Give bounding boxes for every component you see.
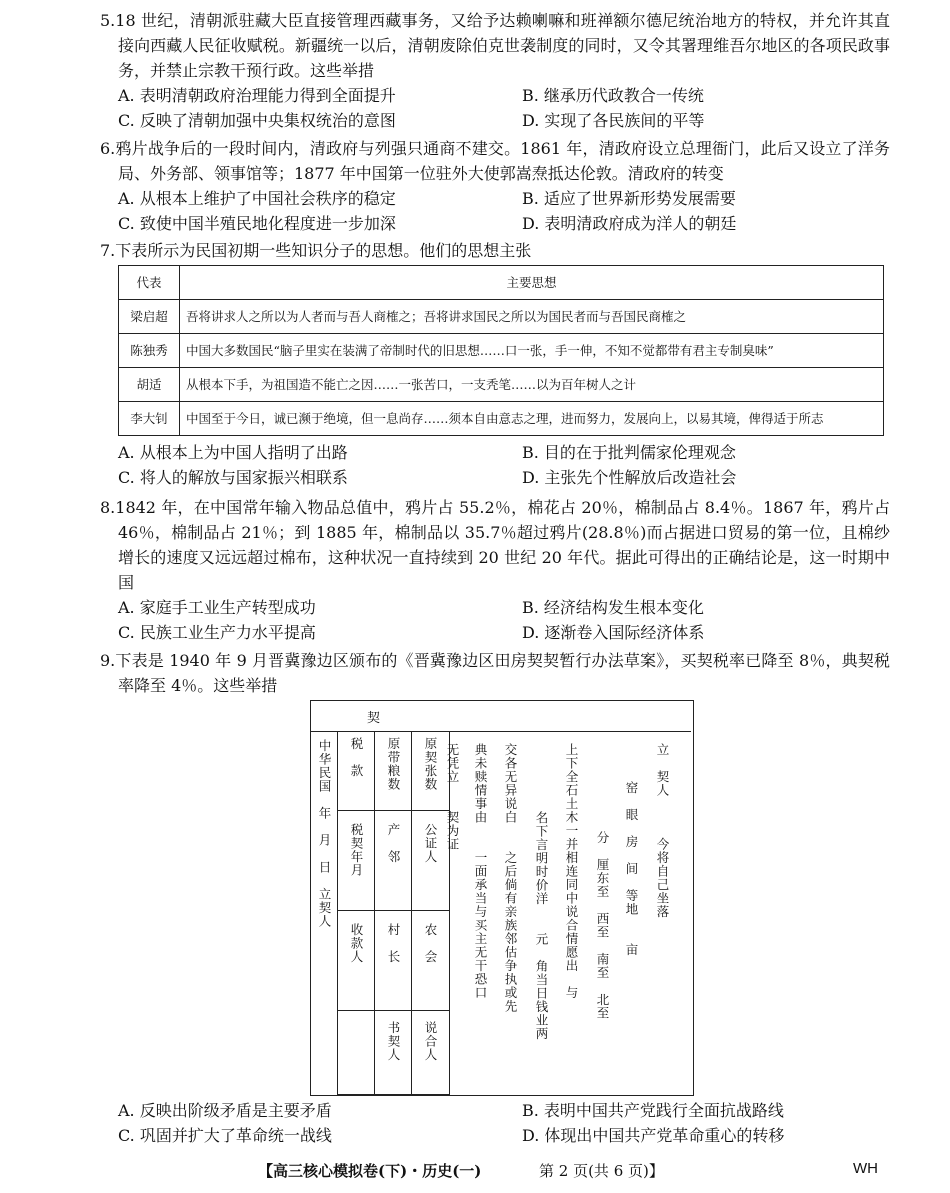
grid-cell-text: 说合人: [423, 1021, 438, 1062]
option-c[interactable]: C. 致使中国半殖民地化程度进一步加深: [118, 214, 396, 233]
page-footer: [0, 1160, 950, 1186]
question-stem: 7.下表所示为民国初期一些知识分子的思想。他们的思想主张: [100, 241, 532, 260]
grid-cell-text: 公证人: [423, 823, 438, 864]
options-row: [118, 108, 890, 133]
deed-header: [311, 701, 691, 732]
deed-text-column: 交各无异说白 之后倘有亲族邻估争执或先: [503, 743, 518, 1013]
exam-title: 【高三核心模拟卷(下)・历史(一): [258, 1162, 482, 1180]
option-b[interactable]: B. 表明中国共产党践行全面抗战路线: [522, 1101, 784, 1120]
options-row: [118, 620, 890, 645]
land-deed-form: [310, 700, 694, 1096]
grid-cell-text: 收款人: [349, 923, 364, 964]
question-8: [100, 495, 890, 645]
deed-text-column: 上下全石土木一并相连同中说合情愿出 与: [564, 743, 579, 1000]
deed-title: 契: [367, 711, 381, 726]
question-7: [100, 238, 890, 490]
table-row: [119, 402, 884, 436]
options-row: [118, 83, 890, 108]
thinker-idea: 中国大多数国民“脑子里实在装满了帝制时代的旧思想……口一张，手一伸，不知不觉都带有君主专制臭味”: [180, 334, 884, 368]
question-stem: 6.鸦片战争后的一段时间内，清政府与列强只通商不建交。1861 年，清政府设立总理衙门，此后又设立了洋务局、外务部、领事馆等；1877 年中国第一位驻外大使郭嵩焘抵达伦敦。清政府的转变: [100, 139, 890, 183]
grid-cell-text: 村 长: [386, 923, 401, 964]
grid-cell-text: 税契年月: [349, 823, 364, 877]
thinkers-table: [118, 265, 884, 436]
options-row: [118, 1098, 890, 1123]
question-9: [100, 648, 890, 698]
question-5: [100, 8, 890, 133]
question-stem: 5.18 世纪，清朝派驻藏大臣直接管理西藏事务，又给予达赖喇嘛和班禅额尔德尼统治地方的特权，并允许其直接向西藏人民征收赋税。新疆统一以后，清朝废除伯克世袭制度的同时，又令其署理维吾尔地区的各项民政事务，并禁止宗教干预行政。这些举措: [100, 11, 890, 80]
question-stem: 8.1842 年，在中国常年输入物品总值中，鸦片占 55.2％，棉花占 20％，棉制品占 8.4％。1867 年，鸦片占 46％，棉制品占 21％；到 1885 年，棉制品以 35.7％超过鸦片(28.8％)而占据进口贸易的第一位，且棉纱增长的速度又远远超过棉布，这种状况一直持续到 20 世纪 20 年代。据此可得出的正确结论是，这一时期中国: [100, 498, 890, 592]
table-row: [119, 300, 884, 334]
thinker-idea: 从根本下手，为祖国造不能亡之因……一张苦口，一支秃笔……以为百年树人之计: [180, 368, 884, 402]
option-b[interactable]: B. 目的在于批判儒家伦理观念: [522, 443, 736, 462]
deed-text-column: 分 厘东至 西至 南至 北至: [595, 831, 610, 1020]
option-a[interactable]: A. 表明清朝政府治理能力得到全面提升: [118, 86, 396, 105]
grid-cell-text: 产 邻: [386, 823, 401, 864]
question-stem: 9.下表是 1940 年 9 月晋冀豫边区颁布的《晋冀豫边区田房契契暂行办法草案》，买契税率已降至 8％，典契税率降至 4％。这些举措: [100, 651, 890, 695]
deed-grid: [337, 731, 450, 1095]
option-c[interactable]: C. 民族工业生产力水平提高: [118, 623, 316, 642]
options-row: [118, 440, 890, 465]
option-d[interactable]: D. 实现了各民族间的平等: [522, 111, 705, 130]
deed-date-column: 中华民国 年 月 日 立契人: [317, 739, 332, 928]
thinker-idea: 中国至于今日，诚已濒于绝境，但一息尚存……须本自由意志之理，进而努力，发展向上，以易其境，俾得适于所志: [180, 402, 884, 436]
option-d[interactable]: D. 主张先个性解放后改造社会: [522, 468, 737, 487]
option-a[interactable]: A. 从根本上维护了中国社会秩序的稳定: [118, 189, 396, 208]
page-number: 第 2 页(共 6 页)】: [539, 1162, 664, 1180]
grid-cell-text: 原契张数: [423, 737, 438, 791]
option-d[interactable]: D. 表明清政府成为洋人的朝廷: [522, 214, 737, 233]
table-header: 代表: [119, 266, 180, 300]
table-header: 主要思想: [180, 266, 884, 300]
exam-code: WH: [853, 1160, 878, 1177]
table-row: [119, 368, 884, 402]
option-b[interactable]: B. 继承历代政教合一传统: [522, 86, 704, 105]
option-c[interactable]: C. 将人的解放与国家振兴相联系: [118, 468, 348, 487]
question-6: [100, 136, 890, 236]
option-c[interactable]: C. 巩固并扩大了革命统一战线: [118, 1126, 332, 1145]
grid-cell-text: 原带粮数: [386, 737, 401, 791]
thinker-name: 陈独秀: [119, 334, 180, 368]
grid-cell-text: 农 会: [423, 923, 438, 964]
deed-text-column: 典未赎情事由 一面承当与买主无干恐口: [473, 743, 488, 1000]
thinker-name: 胡适: [119, 368, 180, 402]
thinker-idea: 吾将讲求人之所以为人者而与吾人商榷之；吾将讲求国民之所以为国民者而与吾国民商榷之: [180, 300, 884, 334]
deed-text-column: 立 契人 今将自己坐落: [655, 743, 670, 919]
options-row: [118, 211, 890, 236]
thinker-name: 梁启超: [119, 300, 180, 334]
option-b[interactable]: B. 经济结构发生根本变化: [522, 598, 704, 617]
deed-text-column: 窑 眼 房 间 等地 亩: [624, 781, 639, 957]
table-row: [119, 334, 884, 368]
options-row: [118, 186, 890, 211]
grid-cell-text: 税 款: [349, 737, 364, 778]
option-a[interactable]: A. 家庭手工业生产转型成功: [118, 598, 316, 617]
option-d[interactable]: D. 体现出中国共产党革命重心的转移: [522, 1126, 785, 1145]
options-row: [118, 1123, 890, 1148]
option-a[interactable]: A. 从根本上为中国人指明了出路: [118, 443, 348, 462]
grid-cell-text: 书契人: [386, 1021, 401, 1062]
thinker-name: 李大钊: [119, 402, 180, 436]
option-a[interactable]: A. 反映出阶级矛盾是主要矛盾: [118, 1101, 332, 1120]
option-c[interactable]: C. 反映了清朝加强中央集权统治的意图: [118, 111, 396, 130]
options-row: [118, 465, 890, 490]
option-b[interactable]: B. 适应了世界新形势发展需要: [522, 189, 736, 208]
option-d[interactable]: D. 逐渐卷入国际经济体系: [522, 623, 705, 642]
question-9-options: [100, 1098, 890, 1148]
deed-text-column: 无凭立 契为证: [445, 743, 460, 851]
deed-text-column: 名下言明时价洋 元 角当日钱业两: [534, 811, 549, 1041]
options-row: [118, 595, 890, 620]
